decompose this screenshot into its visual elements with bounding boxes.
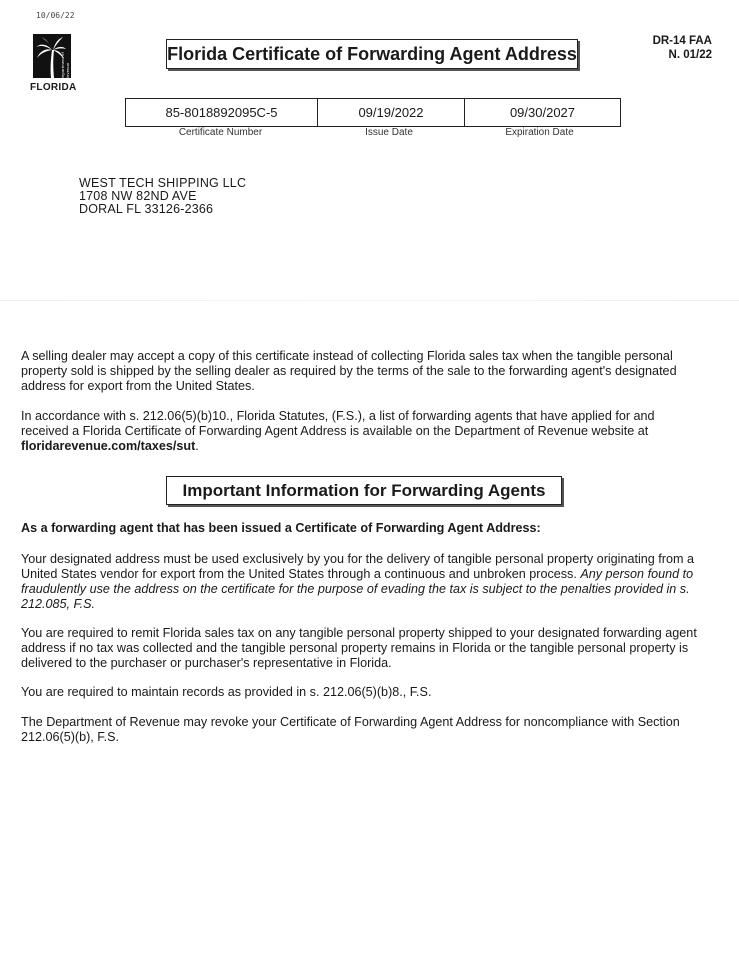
important-heading: Important Information for Forwarding Agents	[166, 476, 562, 505]
expiration-date-label: Expiration Date	[505, 127, 574, 138]
florida-dor-logo	[30, 34, 76, 96]
logo-state-name: FLORIDA	[30, 82, 77, 93]
certificate-number: 85-8018892095C-5	[126, 99, 318, 126]
certificate-info-table	[125, 98, 621, 127]
important-paragraph-3: You are required to maintain records as provided in s. 212.06(5)(b)8., F.S.	[21, 685, 432, 699]
fold-line	[0, 300, 739, 301]
page-title: Florida Certificate of Forwarding Agent Address	[166, 39, 578, 69]
address-line-2: 1708 NW 82ND AVE	[79, 189, 197, 203]
address-line-3: DORAL FL 33126-2366	[79, 202, 214, 216]
intro-paragraph-1: A selling dealer may accept a copy of this certificate instead of collecting Florida sales tax when the tangible personal property sold is shipped by the selling dealer as required by the terms of the sale to the forwarding agent's designated address for export from the United States.	[21, 349, 677, 393]
important-paragraph-2: You are required to remit Florida sales tax on any tangible personal property shipped to your designated forwarding agent address if no tax was collected and the tangible personal property remains in Florida or the tangible personal property is delivered to the purchaser or purchaser's representative in Florida.	[21, 626, 697, 670]
important-paragraph-1	[21, 552, 701, 612]
important-paragraph-4: The Department of Revenue may revoke your Certificate of Forwarding Agent Address for noncompliance with Section 212.06(5)(b), F.S.	[21, 715, 680, 744]
form-identifier	[653, 34, 712, 62]
expiration-date: 09/30/2027	[509, 105, 576, 120]
mailing-address	[79, 177, 246, 216]
form-number: DR-14 FAA	[652, 35, 712, 47]
certificate-number-label: Certificate Number	[178, 127, 263, 138]
intro-paragraph-2-text: In accordance with s. 212.06(5)(b)10., Florida Statutes, (F.S.), a list of forwarding agents that have applied for and received a Florida Certificate of Forwarding Agent Address is available on the Department of Revenue website at	[21, 409, 655, 438]
website-link[interactable]: floridarevenue.com/taxes/sut	[21, 439, 196, 453]
penalty-notice: Any person found to fraudulently use the address on the certificate for the purpose of evading the tax is subject to the penalties provided in s. 212.085, F.S.	[21, 567, 694, 611]
address-line-1: WEST TECH SHIPPING LLC	[79, 176, 247, 190]
issue-date: 09/19/2022	[318, 99, 465, 126]
important-subheading: As a forwarding agent that has been issued a Certificate of Forwarding Agent Address:	[21, 521, 541, 535]
intro-paragraph-2	[21, 409, 701, 454]
certificate-labels	[125, 127, 619, 138]
issue-date-label: Issue Date	[365, 127, 413, 138]
print-date: 10/06/22	[36, 11, 75, 20]
form-revision: N. 01/22	[668, 49, 712, 61]
intro-paragraph-2-end: .	[195, 439, 199, 453]
logo-department-text: Department of Revenue	[60, 52, 70, 80]
important-paragraph-1-text: Your designated address must be used exclusively by you for the delivery of tangible personal property originating from a United States vendor for export from the United States through a continuous and unbroken process.	[21, 552, 694, 581]
palm-tree-icon	[33, 34, 71, 80]
